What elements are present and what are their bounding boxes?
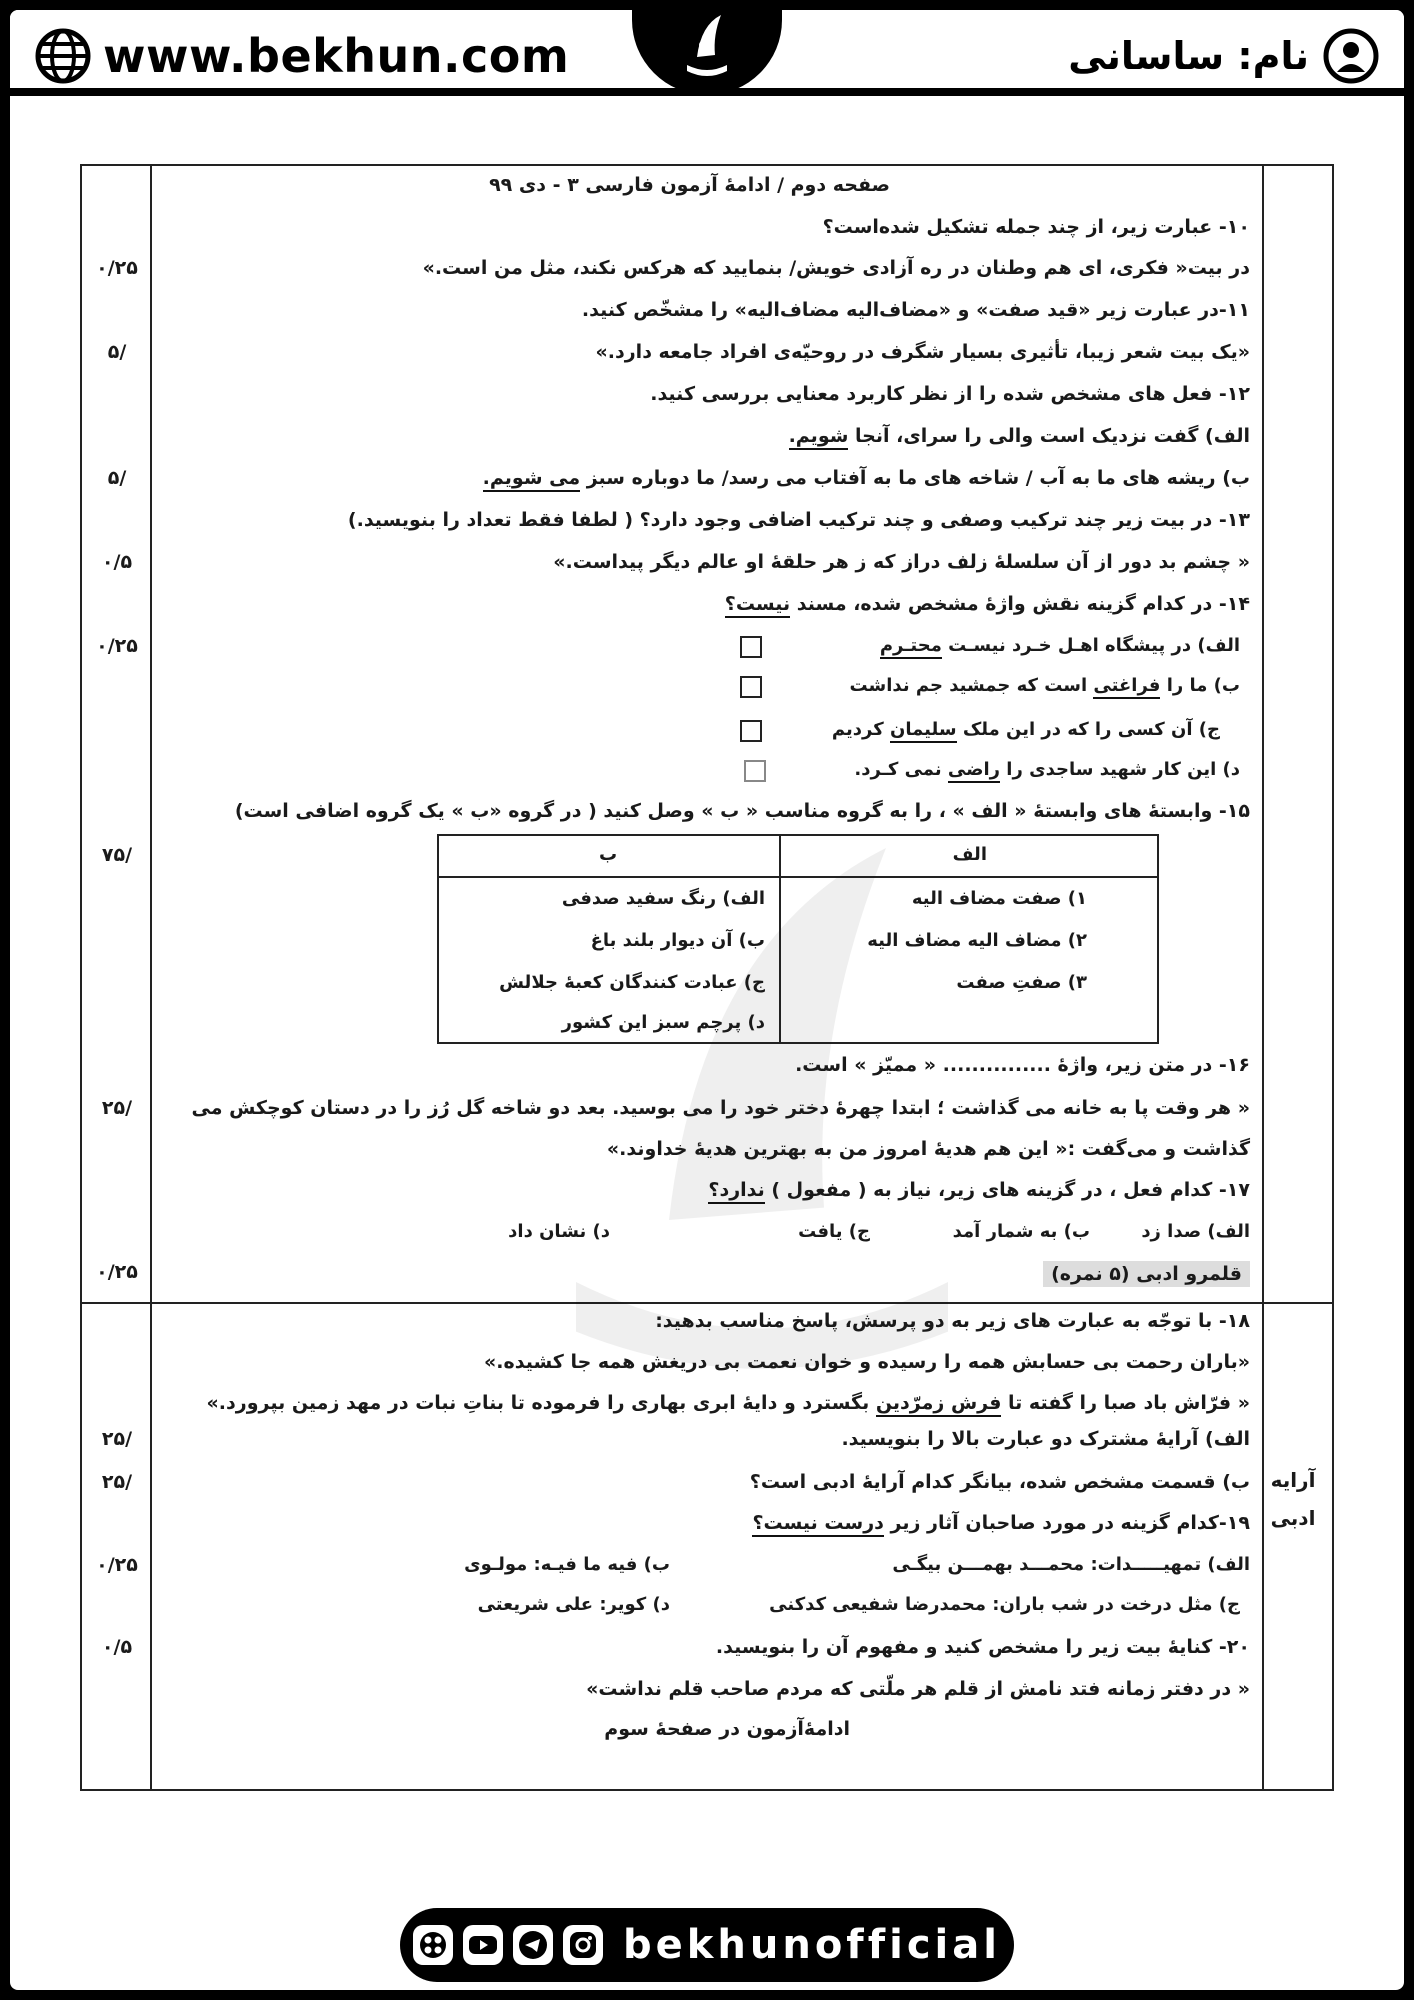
question-16-text-1: « هر وقت پا به خانه می گذاشت ؛ ابتدا چهرهٔ دختر خود را می بوسید. بعد دو شاخه گل رُز را در دستان کوچکش می: [191, 1097, 1250, 1119]
q14-b-text-end: است که جمشید جم نداشت: [849, 675, 1094, 696]
telegram-icon[interactable]: [513, 1925, 553, 1965]
q14-option-a: [880, 635, 1240, 656]
score-column-divider: [150, 166, 152, 1789]
score-q16: /۲۵: [101, 1097, 133, 1119]
q14-c-text-end: کردیم: [831, 719, 890, 740]
globe-icon: [35, 28, 91, 84]
page-title: صفحه دوم / ادامهٔ آزمون فارسی ۳ - دی ۹۹: [489, 174, 890, 196]
name-label: نام: ساسانی: [1068, 34, 1309, 78]
q17-option-d: د) نشان داد: [508, 1221, 610, 1242]
q12-b-underlined: می شویم.: [483, 467, 580, 492]
match-b-4: د) پرچم سبز این کشور: [561, 1012, 765, 1033]
score-q13: ۰/۵: [101, 551, 133, 573]
q17-option-c: ج) یافت: [798, 1221, 870, 1242]
q19-option-b: ب) فیه ما فیـه: مولـوی: [464, 1554, 670, 1575]
instagram-icon[interactable]: [563, 1925, 603, 1965]
logo-icon: [667, 5, 747, 85]
user-icon: [1323, 28, 1379, 84]
question-11: ۱۱-در عبارت زیر «قید صفت» و «مضاف‌الیه مضاف‌الیه» را مشخّص کنید.: [581, 299, 1250, 321]
question-18-text-1: «باران رحمت بی حسابش همه را رسیده و خوان نعمت بی دریغش همه جا کشیده.»: [484, 1351, 1250, 1373]
match-a-1: ۱) صفت مضاف الیه: [911, 888, 1087, 909]
question-13-text: « چشم بد دور از آن سلسلهٔ زلف دراز که ز هر حلقهٔ او عالم دیگر پیداست.»: [553, 551, 1250, 573]
match-header-b: ب: [599, 844, 618, 865]
continued-note: ادامهٔ‌آزمون در صفحهٔ سوم: [604, 1718, 850, 1740]
question-16: ۱۶- در متن زیر، واژهٔ ............... « ممیّز » است.: [795, 1054, 1250, 1076]
website-text: www.bekhun.com: [103, 29, 570, 83]
website-link[interactable]: [35, 28, 569, 84]
q12-a-underlined: شویم.: [789, 425, 849, 450]
q19-option-a: الف) تمهیـــــدات: محمـــد بهمـــن بیگـی: [892, 1554, 1250, 1575]
question-18-a: الف) آرایهٔ مشترک دو عبارت بالا را بنویسید.: [841, 1428, 1250, 1450]
q18-text-2a: « فرّاش باد صبا را گفته تا: [1001, 1392, 1250, 1414]
q14-d-underlined: راضی: [948, 759, 1000, 783]
section-label-arayeh: آرایه: [1270, 1468, 1316, 1492]
q14-option-b: [850, 675, 1241, 696]
score-q15: /۷۵: [101, 844, 133, 866]
matching-table: [437, 834, 1159, 1044]
aparat-icon[interactable]: [413, 1925, 453, 1965]
question-20-text: « در دفتر زمانه فتد نامش از قلم هر ملّتی که مردم صاحب قلم نداشت»: [586, 1678, 1250, 1700]
q19-option-d: د) کویر: علی شریعتی: [477, 1594, 670, 1615]
question-13: ۱۳- در بیت زیر چند ترکیب وصفی و چند ترکیب اضافی وجود دارد؟ ( لطفا فقط تعداد را بنویسید.): [347, 509, 1250, 531]
matching-header-line: [439, 876, 1157, 878]
question-18-text-2: [207, 1392, 1250, 1414]
section-label-adabi: ادبی: [1270, 1506, 1316, 1530]
q14-d-text-end: نمی کـرد.: [854, 759, 948, 780]
q19-text: ۱۹-کدام گزینه در مورد صاحبان آثار زیر: [883, 1512, 1250, 1534]
score-q18b: /۲۵: [101, 1471, 133, 1493]
q19-option-c: ج) مثل درخت در شب باران: محمدرضا شفیعی کدکنی: [769, 1594, 1240, 1615]
match-b-1: الف) رنگ سفید صدفی: [561, 888, 765, 909]
question-17: [708, 1179, 1250, 1201]
exam-sheet: [80, 164, 1334, 1791]
q12-b-text: ب) ریشه های ما به آب / شاخه های ما به آفتاب می رسد/ ما دوباره سبز: [580, 467, 1250, 489]
section-heading-text: قلمرو ادبی (۵ نمره): [1043, 1261, 1250, 1287]
score-q10: ۰/۲۵: [96, 257, 138, 279]
score-q12: /۵: [107, 467, 127, 489]
score-q14: ۰/۲۵: [96, 635, 138, 657]
q14-checkbox-a[interactable]: [740, 636, 762, 658]
score-q20: ۰/۵: [101, 1636, 133, 1658]
q17-underlined: ندارد؟: [708, 1179, 764, 1204]
score-q18a: /۲۵: [101, 1428, 133, 1450]
question-12-b: [483, 467, 1250, 489]
match-header-a: الف: [952, 844, 987, 865]
q14-option-d: [854, 759, 1240, 780]
q12-a-text: الف) گفت نزدیک است والی را سرای، آنجا: [848, 425, 1250, 447]
student-name: [1068, 28, 1379, 84]
question-12: ۱۲- فعل های مشخص شده را از نظر کاربرد معنایی بررسی کنید.: [650, 383, 1250, 405]
question-15: ۱۵- وابستهٔ های وابستهٔ « الف » ، را به گروه مناسب « ب » وصل کنید ( در گروه «ب » یک گروه اضافی است): [234, 800, 1250, 822]
q14-checkbox-c[interactable]: [740, 720, 762, 742]
q14-b-underlined: فراغتی: [1093, 675, 1160, 699]
q14-checkbox-b[interactable]: [740, 676, 762, 698]
question-18-b: ب) قسمت مشخص شده، بیانگر کدام آرایهٔ ادبی است؟: [749, 1471, 1250, 1493]
q18-underlined: فرش زمرّدین: [876, 1392, 1002, 1417]
question-10-text: در بیت« فکری، ای هم وطنان در ره آزادی خویش/ بنمایید که هرکس نکند، مثل من است.»: [422, 257, 1250, 279]
q14-a-text: الف) در پیشگاه اهـل خـرد نیسـت: [941, 635, 1240, 656]
match-a-3: ۳) صفتِ صفت: [956, 972, 1087, 993]
label-column-divider: [1262, 166, 1264, 1789]
q17-text: ۱۷- کدام فعل ، در گزینه های زیر، نیاز به ( مفعول ): [764, 1179, 1250, 1201]
q17-option-a: الف) صدا زد: [1141, 1221, 1250, 1242]
question-20: ۲۰- کنایهٔ بیت زیر را مشخص کنید و مفهوم آن را بنویسید.: [715, 1636, 1250, 1658]
question-18: ۱۸- با توجّه به عبارت های زیر به دو پرسش، پاسخ مناسب بدهید:: [655, 1310, 1250, 1332]
match-b-3: ج) عبادت کنندگان کعبهٔ جلالش: [499, 972, 765, 993]
score-q19: ۰/۲۵: [96, 1554, 138, 1576]
q18-text-2b: بگسترد و دایهٔ ابری بهاری را فرموده تا بناتِ نبات در مهد زمین بپرورد.»: [206, 1392, 876, 1414]
score-q17: ۰/۲۵: [96, 1261, 138, 1283]
question-19: [752, 1512, 1250, 1534]
q14-checkbox-d[interactable]: [744, 760, 766, 782]
q14-text: ۱۴- در کدام گزینه نقش واژهٔ مشخص شده، مسند: [790, 593, 1250, 615]
q14-b-text: ب) ما را: [1160, 675, 1240, 696]
q14-underlined: نیست؟: [725, 593, 790, 618]
q14-d-text: د) این کار شهید ساجدی را: [1000, 759, 1240, 780]
q14-c-underlined: سلیمان: [890, 719, 957, 743]
q14-option-c: [832, 719, 1220, 740]
section-heading: [1043, 1261, 1250, 1287]
q19-underlined: درست نیست؟: [752, 1512, 883, 1537]
youtube-icon[interactable]: [463, 1925, 503, 1965]
q17-option-b: ب) به شمار آمد: [952, 1221, 1090, 1242]
question-12-a: [789, 425, 1250, 447]
social-handle: bekhunofficial: [623, 1922, 1001, 1968]
question-10: ۱۰- عبارت زیر، از چند جمله تشکیل شده‌است؟: [822, 216, 1250, 238]
q14-a-underlined: محتـرم: [880, 635, 942, 659]
q14-c-text: ج) آن کسی را که در این ملک: [956, 719, 1220, 740]
matching-divider: [779, 836, 781, 1042]
score-q11: /۵: [107, 341, 127, 363]
match-b-2: ب) آن دیوار بلند باغ: [590, 930, 765, 951]
question-11-text: «یک بیت شعر زیبا، تأثیری بسیار شگرف در روحیّه‌ی افراد جامعه دارد.»: [595, 341, 1250, 363]
footer-social-bar[interactable]: [400, 1908, 1014, 1982]
question-16-text-2: گذاشت و می‌گفت :« این هم هدیهٔ امروز من به بهترین هدیهٔ خداوند.»: [606, 1138, 1250, 1160]
match-a-2: ۲) مضاف الیه مضاف الیه: [867, 930, 1087, 951]
question-14: [725, 593, 1250, 615]
